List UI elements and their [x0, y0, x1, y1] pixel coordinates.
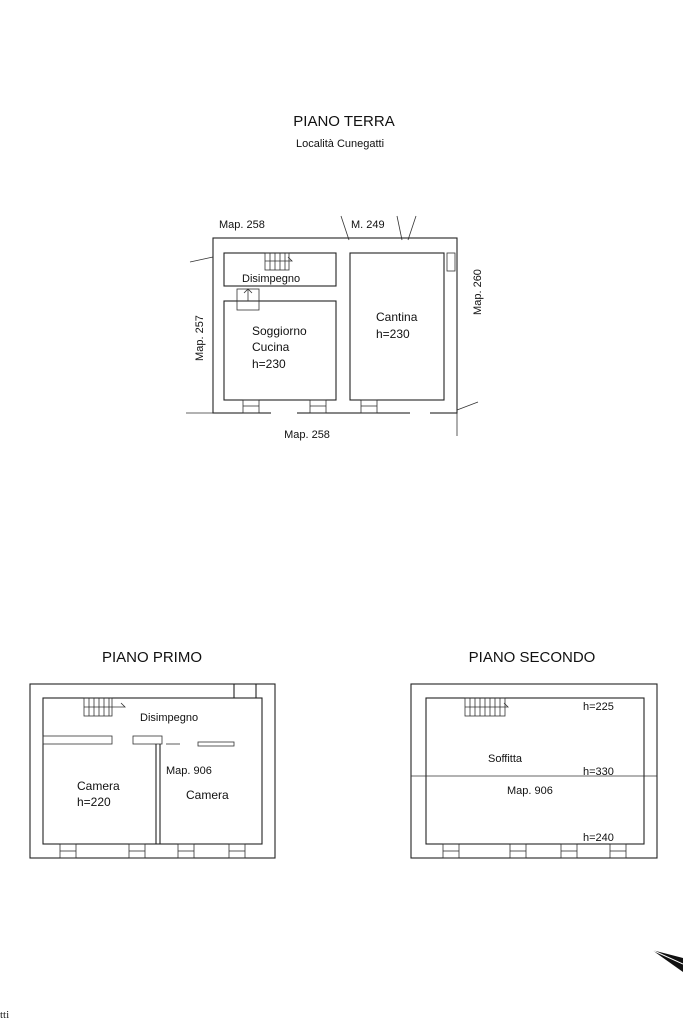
second-height-bottom: h=240 [583, 832, 614, 844]
window-icon [561, 844, 577, 858]
living-label-line1: Soggiorno [252, 324, 307, 338]
second-map-label: Map. 906 [507, 785, 553, 797]
living-label-line2: Cucina [252, 340, 290, 354]
north-arrow-icon [652, 950, 683, 972]
partition-wall [43, 736, 112, 744]
partition-wall [198, 742, 234, 746]
parcel-label-right: Map. 260 [472, 269, 484, 315]
window-icon [443, 844, 459, 858]
window-icon [361, 400, 377, 413]
first-hall-label: Disimpegno [140, 712, 199, 724]
partition-wall [133, 736, 162, 744]
second-height-top: h=225 [583, 701, 614, 713]
second-attic-label: Soffitta [488, 753, 523, 765]
wall-niche [447, 253, 455, 271]
cellar-label-line1: Cantina [376, 310, 418, 324]
boundary-line [190, 257, 213, 262]
boundary-line [408, 216, 416, 240]
first-floor-plan [30, 649, 275, 858]
second-floor-title: PIANO SECONDO [468, 649, 596, 666]
stairs-icon [84, 698, 125, 716]
first-floor-outer-wall [30, 684, 275, 858]
living-label-line3: h=230 [252, 357, 286, 371]
parcel-label-top-right: M. 249 [351, 219, 385, 231]
first-room-right-label: Camera [186, 788, 229, 802]
second-height-mid: h=330 [583, 766, 614, 778]
footer-cut-text: tti [0, 1009, 10, 1021]
first-room-left-line2: h=220 [77, 795, 111, 809]
ground-floor-outer-wall [213, 238, 457, 413]
window-icon [243, 400, 259, 413]
ground-floor-title: PIANO TERRA [293, 113, 395, 130]
window-icon [610, 844, 626, 858]
parcel-label-left: Map. 257 [194, 315, 206, 361]
window-icon [129, 844, 145, 858]
parcel-label-top-left: Map. 258 [219, 219, 265, 231]
window-icon [510, 844, 526, 858]
second-floor-outer-wall [411, 684, 657, 858]
boundary-line [397, 216, 402, 240]
window-icon [310, 400, 326, 413]
ground-floor-subtitle: Località Cunegatti [295, 138, 385, 150]
window-icon [60, 844, 76, 858]
cellar-label-line2: h=230 [376, 327, 410, 341]
boundary-line [457, 402, 478, 410]
first-floor-title: PIANO PRIMO [101, 649, 203, 666]
hall-label: Disimpegno [242, 273, 301, 285]
first-room-left-line1: Camera [77, 779, 120, 793]
window-icon [229, 844, 245, 858]
first-map-label: Map. 906 [166, 765, 212, 777]
stairs-icon [465, 698, 508, 716]
parcel-label-bottom: Map. 258 [284, 429, 330, 441]
boundary-line [341, 216, 349, 240]
ground-floor-plan [186, 113, 484, 441]
stairs-icon [265, 253, 292, 270]
second-floor-plan [411, 649, 657, 858]
stairs-down-icon [237, 289, 259, 310]
window-icon [178, 844, 194, 858]
